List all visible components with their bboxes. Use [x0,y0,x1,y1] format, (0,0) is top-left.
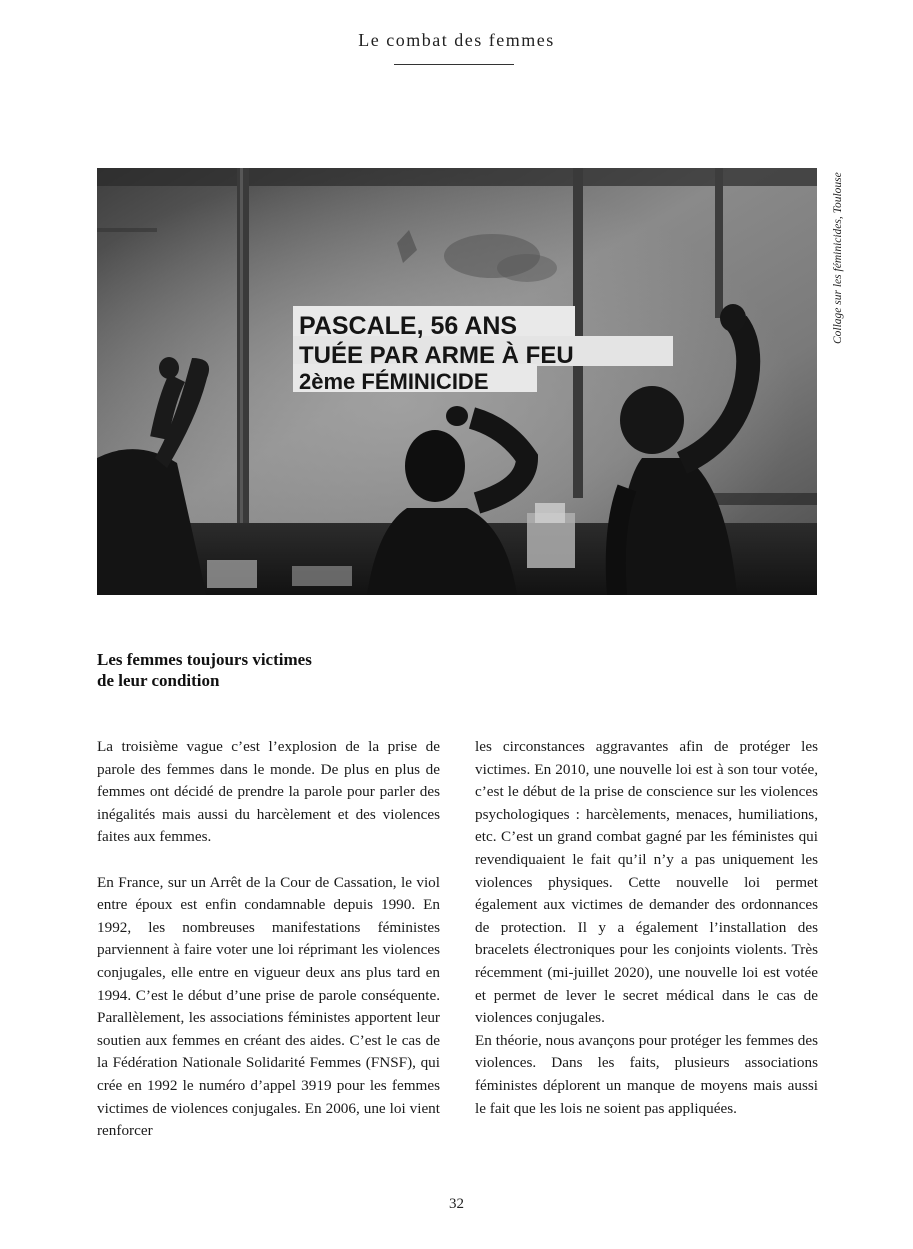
body-column-left [97,736,440,1143]
body-paragraph: La troisième vague c’est l’explosion de la prise de parole des femmes dans le monde. De plus en plus de femmes ont décidé de prendre la parole pour parler des inégalités mais aussi du harcèlement et des violences faites aux femmes. [97,738,440,846]
protest-photo [97,168,817,595]
header-rule [394,64,514,65]
body-paragraph: En France, sur un Arrêt de la Cour de Cassation, le viol entre époux est enfin condamnable depuis 1990. En 1992, les nombreuses manifestations féministes parviennent à faire voter une loi réprimant les violences conjugales, elle entre en vigueur deux ans plus tard en 1994. C’est le début d’une prise de parole conséquente. Parallèlement, les associations féministes apportent leur soutien aux femmes en créant des aides. C’est le cas de la Fédération Nationale Solidarité Femmes (FNSF), qui crée en 1992 le numéro d’appel 3919 pour les femmes victimes de violences conjugales. En 2006, une loi vient renforcer [97,873,440,1140]
body-column-right [475,736,818,1120]
running-head: Le combat des femmes [358,30,555,50]
body-paragraph: les circonstances aggravantes afin de protéger les victimes. En 2010, une nouvelle loi est à son tour votée, c’est le début de la prise de conscience sur les violences psychologiques : harcèlements, menaces, humiliations, etc. C’est un grand combat gagné par les féministes qui revendiquaient le fait qu’il n’y a pas uniquement les violences physiques. Cette nouvelle loi permet également aux victimes de demander des ordonnances de protection. Il y a également l’installation des bracelets électroniques pour les conjoints violents. Très récemment (mi-juillet 2020), une nouvelle loi est votée et permet de lever le secret médical dans le cas de violences conjugales. [475,738,818,1027]
banner-line-2: TUÉE PAR ARME À FEU [299,342,574,369]
section-heading-line-2: de leur condition [97,671,220,690]
section-heading [97,649,397,691]
banner-line-1: PASCALE, 56 ANS [299,312,518,340]
body-paragraph: En théorie, nous avançons pour protéger les femmes des violences. Dans les faits, plusieurs associations féministes déplorent un manque de moyens mais aussi le fait que les lois ne soient pas appliquées. [475,1031,818,1117]
photo-caption: Collage sur les féminicides, Toulouse [832,172,844,344]
page-number: 32 [449,1196,464,1212]
section-heading-line-1: Les femmes toujours victimes [97,650,312,669]
banner-line-3: 2ème FÉMINICIDE [299,369,489,394]
protest-photo-image [97,168,817,595]
